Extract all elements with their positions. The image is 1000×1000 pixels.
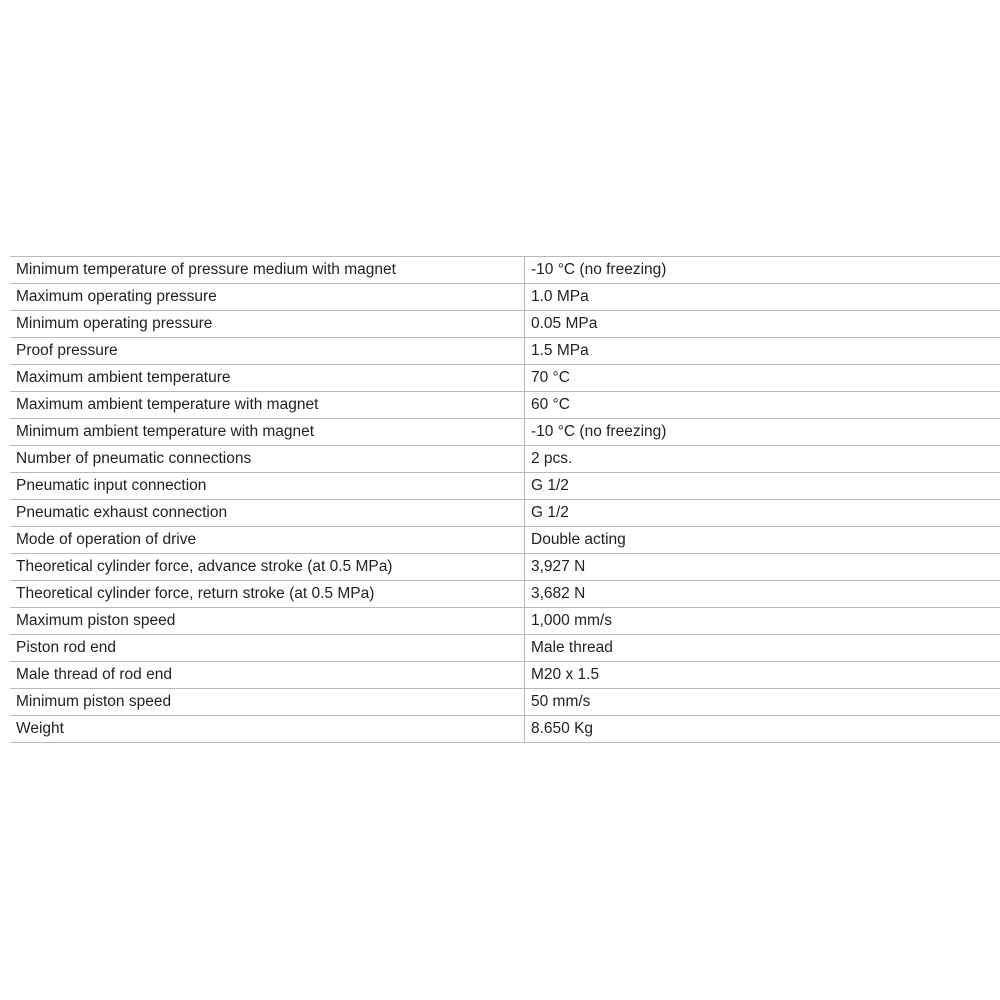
- specification-table-container: [10, 256, 990, 743]
- table-row: [10, 716, 1000, 743]
- spec-label: Weight: [10, 716, 525, 743]
- table-row: [10, 284, 1000, 311]
- spec-label: Male thread of rod end: [10, 662, 525, 689]
- spec-label: Minimum piston speed: [10, 689, 525, 716]
- spec-value: 2 pcs.: [525, 446, 1000, 473]
- spec-label: Theoretical cylinder force, advance stroke (at 0.5 MPa): [10, 554, 525, 581]
- spec-value: 70 °C: [525, 365, 1000, 392]
- spec-label: Maximum operating pressure: [10, 284, 525, 311]
- spec-label: Maximum ambient temperature with magnet: [10, 392, 525, 419]
- table-row: [10, 500, 1000, 527]
- table-row: [10, 311, 1000, 338]
- table-row: [10, 257, 1000, 284]
- spec-label: Minimum operating pressure: [10, 311, 525, 338]
- spec-value: 1,000 mm/s: [525, 608, 1000, 635]
- table-row: [10, 338, 1000, 365]
- spec-value: 3,682 N: [525, 581, 1000, 608]
- spec-label: Pneumatic input connection: [10, 473, 525, 500]
- specification-table-body: [10, 257, 1000, 743]
- spec-value: 1.5 MPa: [525, 338, 1000, 365]
- specification-table: [10, 256, 1000, 743]
- table-row: [10, 689, 1000, 716]
- spec-value: Male thread: [525, 635, 1000, 662]
- table-row: [10, 635, 1000, 662]
- spec-label: Piston rod end: [10, 635, 525, 662]
- spec-value: G 1/2: [525, 500, 1000, 527]
- spec-value: G 1/2: [525, 473, 1000, 500]
- spec-label: Proof pressure: [10, 338, 525, 365]
- table-row: [10, 473, 1000, 500]
- spec-value: Double acting: [525, 527, 1000, 554]
- spec-label: Theoretical cylinder force, return stroke (at 0.5 MPa): [10, 581, 525, 608]
- spec-value: -10 °C (no freezing): [525, 257, 1000, 284]
- spec-label: Mode of operation of drive: [10, 527, 525, 554]
- table-row: [10, 392, 1000, 419]
- spec-value: 50 mm/s: [525, 689, 1000, 716]
- spec-value: 3,927 N: [525, 554, 1000, 581]
- spec-label: Number of pneumatic connections: [10, 446, 525, 473]
- spec-value: 0.05 MPa: [525, 311, 1000, 338]
- spec-label: Minimum ambient temperature with magnet: [10, 419, 525, 446]
- table-row: [10, 662, 1000, 689]
- table-row: [10, 419, 1000, 446]
- spec-value: M20 x 1.5: [525, 662, 1000, 689]
- table-row: [10, 446, 1000, 473]
- spec-label: Pneumatic exhaust connection: [10, 500, 525, 527]
- spec-label: Minimum temperature of pressure medium with magnet: [10, 257, 525, 284]
- table-row: [10, 527, 1000, 554]
- table-row: [10, 554, 1000, 581]
- table-row: [10, 581, 1000, 608]
- spec-value: 60 °C: [525, 392, 1000, 419]
- table-row: [10, 365, 1000, 392]
- table-row: [10, 608, 1000, 635]
- spec-label: Maximum ambient temperature: [10, 365, 525, 392]
- spec-value: -10 °C (no freezing): [525, 419, 1000, 446]
- spec-label: Maximum piston speed: [10, 608, 525, 635]
- spec-value: 1.0 MPa: [525, 284, 1000, 311]
- spec-value: 8.650 Kg: [525, 716, 1000, 743]
